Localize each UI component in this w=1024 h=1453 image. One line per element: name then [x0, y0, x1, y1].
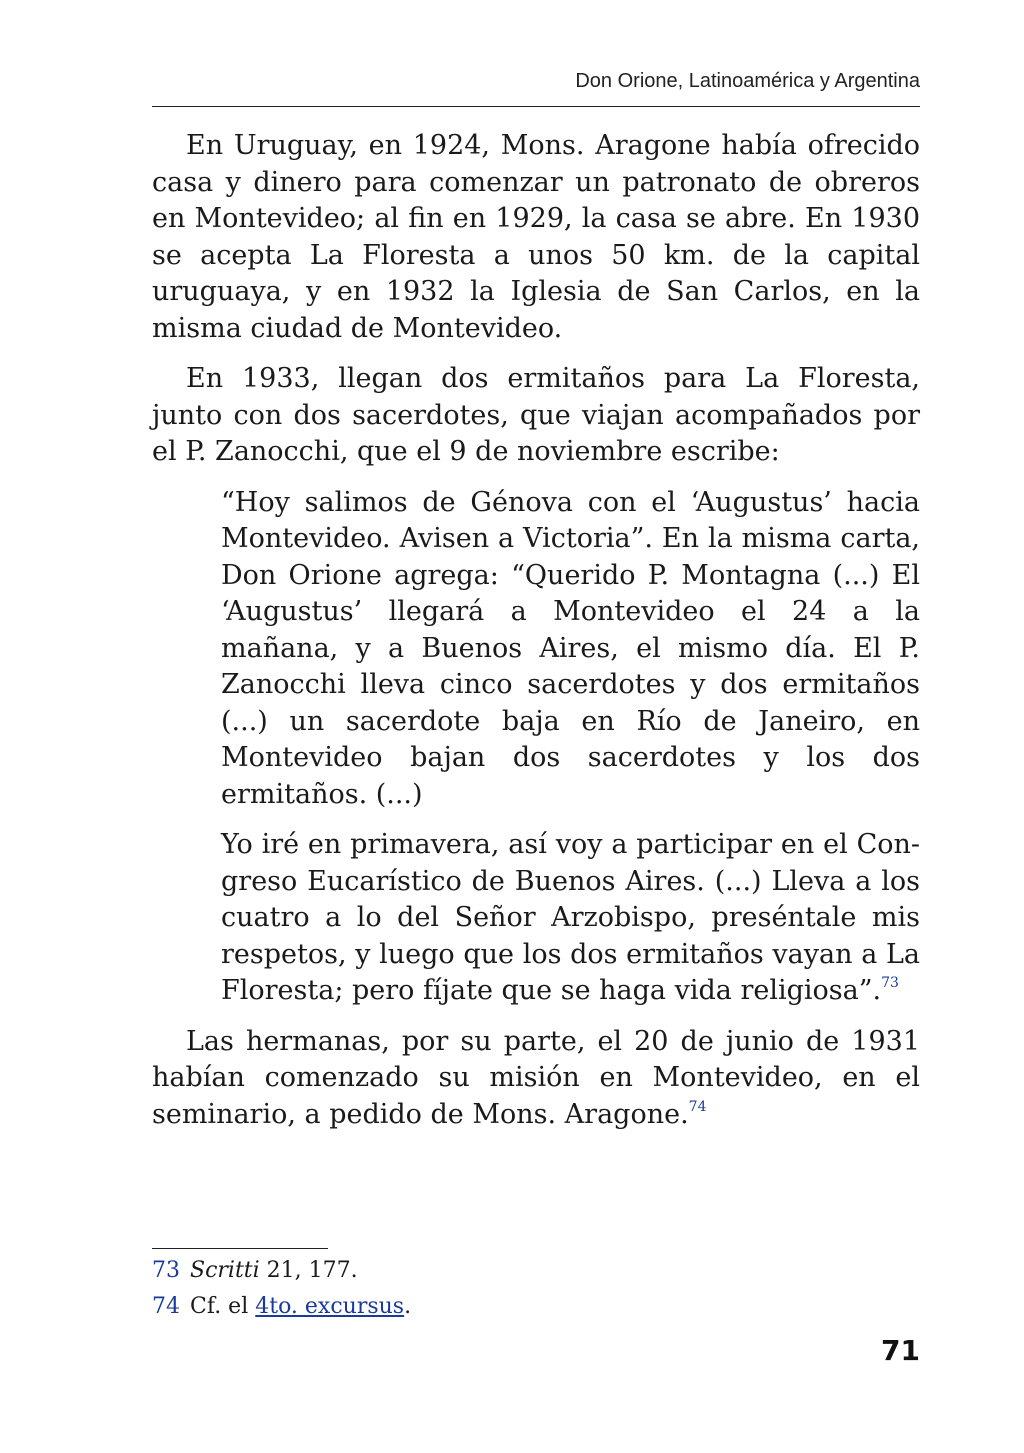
footnote-number[interactable]: 73 [152, 1258, 180, 1283]
running-header-title: Don Orione, Latinoamérica y Argentina [575, 70, 920, 92]
block-quote-primavera: Yo iré en primavera, así voy a participar en el Congreso Eucarístico de Buenos Aires. (...) Lleva a los cuatro a lo del Señor Arzobispo, preséntale mis respetos, y luego que los dos ermitaños vayan a La Floresta; pero fíjate que se haga vida religiosa”.$^{73}$ [221, 829, 920, 1006]
footnote-prefix: Cf. el [190, 1294, 256, 1319]
footnote-ref-74[interactable]: 74 [688, 1098, 707, 1115]
block-quote-letter: “Hoy salimos de Génova con el ‘Augustus’ hacia Montevideo. Avisen a Victoria”. En la misma carta, Don Orione agrega: “Querido P. Montagna (...) El ‘Augustus’ llegará a Montevideo el 24 a la mañana, y a Buenos Aires, el mismo día. El P. Zanocchi lleva cinco sacerdotes y dos ermitaños (...) un sacerdote baja en Río de Janeiro, en Montevideo bajan dos sacerdotes y los dos ermitaños. (...) [221, 486, 920, 810]
footnote-number[interactable]: 74 [152, 1294, 180, 1319]
paragraph-uruguay: En Uruguay, en 1924, Mons. Aragone había ofrecido casa y dinero para comenzar un patronato de obreros en Montevideo; al fin en 1929, la casa se abre. En 1930 se acepta La Floresta a unos 50 km. de la capital uruguaya, y en 1932 la Iglesia de San Carlos, en la misma ciudad de Montevideo. [152, 130, 920, 344]
footnote-73 [152, 1254, 920, 1287]
header-divider [152, 106, 920, 107]
paragraph-ermitanos: En 1933, llegan dos ermitaños para La Floresta, junto con dos sacerdotes, que viajan acompañados por el P. Zanocchi, que el 9 de noviembre escribe: [152, 363, 920, 467]
footnote-divider [152, 1248, 328, 1249]
page-number: 71 [881, 1334, 920, 1367]
excursus-link[interactable]: 4to. excursus [255, 1294, 405, 1319]
footnote-citation: 21, 177. [259, 1258, 358, 1283]
footnote-source-title: Scritti [190, 1258, 260, 1283]
footnote-suffix: . [404, 1294, 412, 1319]
paragraph-hermanas: Las hermanas, por su parte, el 20 de junio de 1931 habían comenzado su misión en Montevideo, en el seminario, a pedido de Mons. Aragone.$^{74}$ [152, 1025, 920, 1130]
footnotes [152, 1254, 920, 1326]
footnote-ref-73[interactable]: 73 [881, 975, 899, 991]
footnote-74 [152, 1290, 920, 1323]
body-text [152, 128, 920, 1147]
